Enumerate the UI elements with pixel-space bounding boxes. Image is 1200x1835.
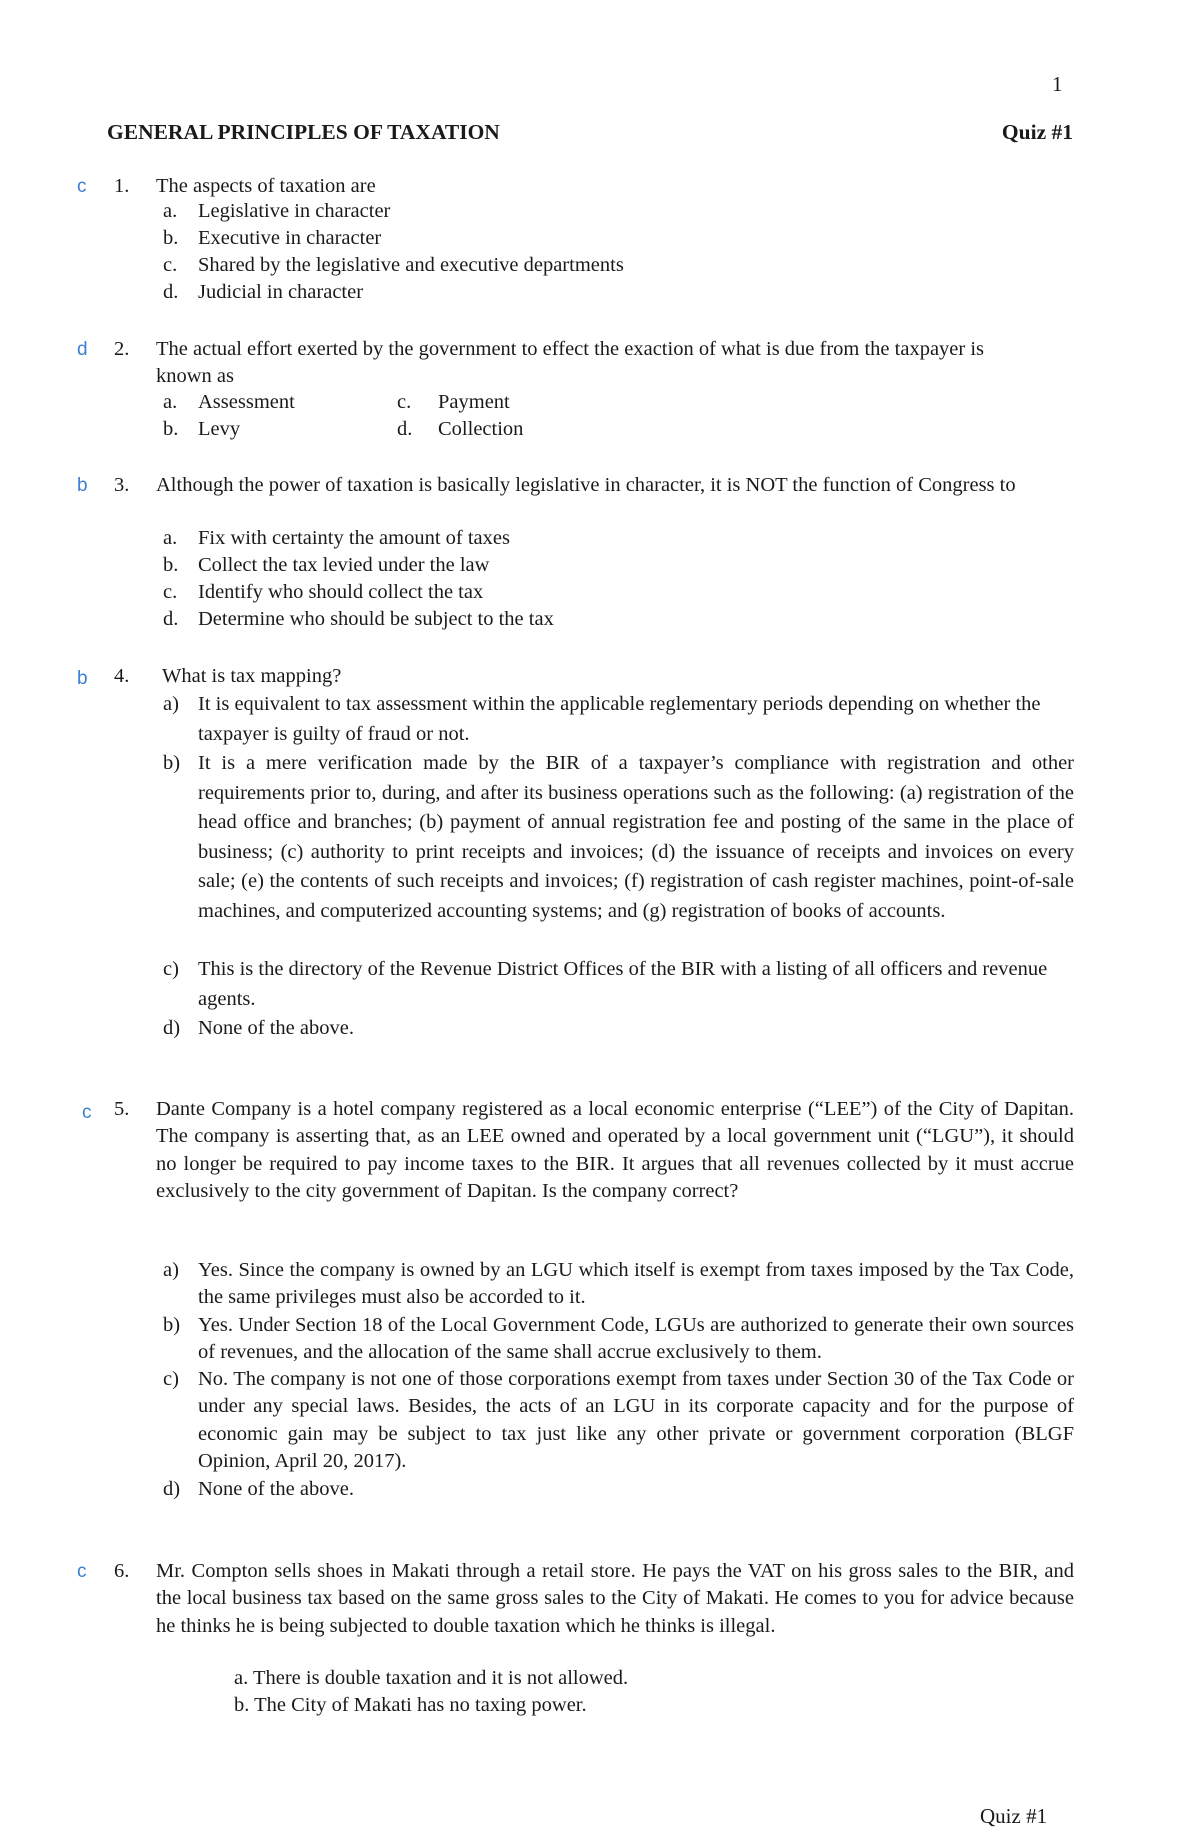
option-label: b) bbox=[163, 1314, 181, 1336]
option-label: d) bbox=[163, 1478, 181, 1500]
option-label: c) bbox=[163, 958, 179, 980]
option-text: None of the above. bbox=[198, 1478, 354, 1500]
option-label: c. bbox=[163, 581, 178, 603]
option-text: Identify who should collect the tax bbox=[198, 581, 484, 603]
document-title: GENERAL PRINCIPLES OF TAXATION bbox=[107, 120, 500, 144]
quiz-label: Quiz #1 bbox=[1001, 120, 1073, 144]
question-number: 1. bbox=[114, 175, 130, 197]
option-text: Yes. Since the company is owned by an LGU which itself is exempt from taxes imposed by the Tax Code, the same privileges must also be accorded to it. bbox=[198, 1259, 1074, 1309]
option-label: a. bbox=[163, 200, 178, 222]
question-number: 3. bbox=[114, 474, 130, 496]
option-text: None of the above. bbox=[198, 1017, 354, 1039]
question-stem: Although the power of taxation is basically legislative in character, it is NOT the function of Congress to bbox=[156, 474, 1016, 496]
question-number: 4. bbox=[114, 665, 130, 687]
option-label: c. bbox=[163, 254, 178, 276]
option-label: a. bbox=[163, 527, 178, 549]
question-number: 6. bbox=[114, 1560, 130, 1582]
option-text: Yes. Under Section 18 of the Local Government Code, LGUs are authorized to generate their own sources of revenues, and the allocation of the same shall accrue exclusively to them. bbox=[198, 1314, 1074, 1364]
option-label: d) bbox=[163, 1017, 181, 1039]
option-text: Determine who should be subject to the tax bbox=[198, 608, 554, 630]
option-text: This is the directory of the Revenue District Offices of the BIR with a listing of all officers and revenue agents. bbox=[198, 958, 1048, 1010]
option-label: b) bbox=[163, 752, 181, 774]
option-text: Legislative in character bbox=[198, 200, 391, 222]
option-label: c. bbox=[397, 391, 412, 413]
option-label: a) bbox=[163, 1259, 179, 1281]
option-text: b. The City of Makati has no taxing power. bbox=[234, 1694, 587, 1716]
option-text: Collect the tax levied under the law bbox=[198, 554, 490, 576]
question-stem: Dante Company is a hotel company registered as a local economic enterprise (“LEE”) of the City of Dapitan. The company is asserting that, as an LEE owned and operated by a local government unit (“LGU”), it should no longer be required to pay income taxes to the BIR. It argues that all revenues collected by it must accrue exclusively to the city government of Dapitan. Is the company correct? bbox=[156, 1098, 1074, 1202]
option-text: It is equivalent to tax assessment within the applicable reglementary periods depending on whether the taxpayer is guilty of fraud or not. bbox=[198, 693, 1041, 745]
option-label: b. bbox=[163, 418, 179, 440]
option-text: Shared by the legislative and executive departments bbox=[198, 254, 624, 276]
option-text: Levy bbox=[198, 418, 241, 440]
option-label: a) bbox=[163, 693, 179, 715]
option-text: Assessment bbox=[198, 391, 295, 413]
answer-mark: c bbox=[77, 1561, 87, 1582]
option-label: d. bbox=[163, 281, 179, 303]
answer-mark: b bbox=[77, 475, 88, 496]
option-label: b. bbox=[163, 227, 179, 249]
option-text: Payment bbox=[438, 391, 510, 413]
answer-mark: d bbox=[77, 339, 88, 360]
option-label: c) bbox=[163, 1368, 179, 1390]
page-number: 1 bbox=[1052, 72, 1063, 96]
header bbox=[107, 120, 1073, 150]
option-text: Collection bbox=[438, 418, 524, 440]
question-stem: The aspects of taxation are bbox=[156, 175, 376, 197]
question-number: 2. bbox=[114, 338, 130, 360]
option-text: No. The company is not one of those corporations exempt from taxes under Section 30 of the Tax Code or under any special laws. Besides, the acts of an LGU in its corporate capacity and for the purpose of economic gain may be subject to tax just like any other private or government corporation (BLGF Opinion, April 20, 2017). bbox=[198, 1368, 1074, 1472]
question-stem: Mr. Compton sells shoes in Makati through a retail store. He pays the VAT on his gross sales to the BIR, and the local business tax based on the same gross sales to the City of Makati. He comes to you for advice because he thinks he is being subjected to double taxation which he thinks is illegal. bbox=[156, 1560, 1074, 1637]
answer-mark: c bbox=[82, 1102, 92, 1123]
option-text: Judicial in character bbox=[198, 281, 364, 303]
option-label: a. bbox=[163, 391, 178, 413]
question-stem: The actual effort exerted by the government to effect the exaction of what is due from the taxpayer is known as bbox=[156, 338, 985, 388]
option-label: d. bbox=[163, 608, 179, 630]
option-label: b. bbox=[163, 554, 179, 576]
question-stem: What is tax mapping? bbox=[162, 665, 342, 687]
footer-label: Quiz #1 bbox=[980, 1804, 1048, 1828]
answer-mark: c bbox=[77, 176, 87, 197]
option-text: Fix with certainty the amount of taxes bbox=[198, 527, 510, 549]
option-label: d. bbox=[397, 418, 413, 440]
option-text: It is a mere verification made by the BIR of a taxpayer’s compliance with registration and other requirements prior to, during, and after its business operations such as the following: (a) registration of the head office and branches; (b) payment of annual registration fee and posting of the same in the place of business; (c) authority to print receipts and invoices; (d) the issuance of receipts and invoices on every sale; (e) the contents of such receipts and invoices; (f) registration of cash register machines, point-of-sale machines, and computerized accounting systems; and (g) registration of books of accounts. bbox=[198, 752, 1074, 922]
question-number: 5. bbox=[114, 1098, 130, 1120]
option-text: a. There is double taxation and it is not allowed. bbox=[234, 1667, 629, 1689]
option-text: Executive in character bbox=[198, 227, 382, 249]
answer-mark: b bbox=[77, 668, 88, 689]
